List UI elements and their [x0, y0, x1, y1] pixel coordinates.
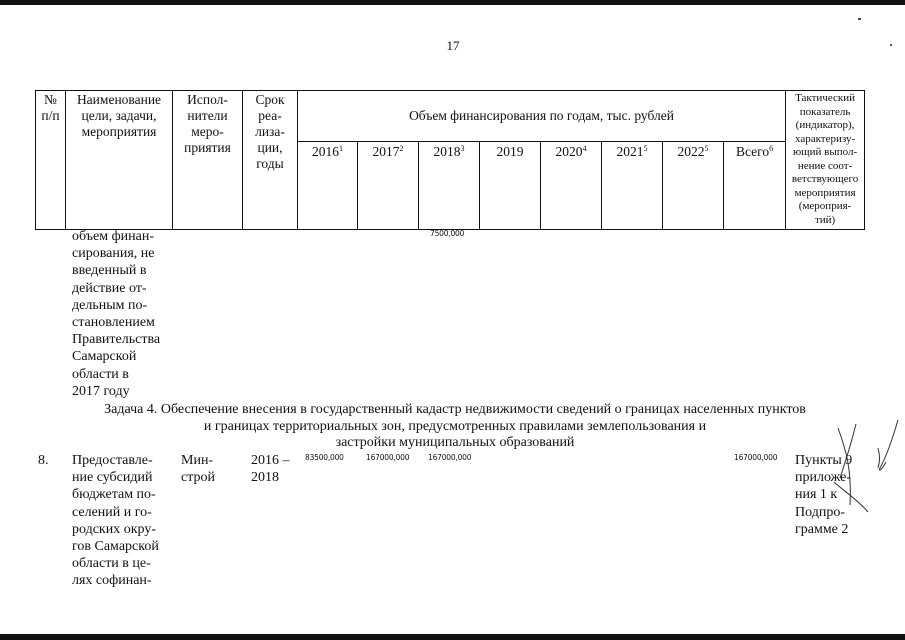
- row8-num: 8.: [38, 453, 49, 468]
- header-executors: Испол- нители меро- приятия: [173, 91, 243, 230]
- header-period: Срок реа- лиза- ции, годы: [243, 91, 298, 230]
- row8-period: 2016 – 2018: [251, 453, 290, 486]
- row8-2018-value: 167000,000: [428, 453, 472, 462]
- header-indicator: Тактический показатель (индикатор), характеризу- ющий выпол- нение соот- ветствующего мероприятия (мероприя- тий): [786, 91, 865, 230]
- continued-row-name: объем финан- сирования, не введенный в действие от- дельным по- становлением Правительства Самарской области в 2017 году: [72, 229, 161, 399]
- header-name: Наименование цели, задачи, мероприятия: [66, 91, 173, 230]
- row8-total-value: 167000,000: [734, 453, 778, 462]
- continued-row-2018-value: 7500,000: [430, 229, 465, 238]
- header-year-2018: 2018$^3$: [419, 142, 480, 230]
- row8-2016-value: 83500,000: [305, 453, 344, 462]
- header-year-2021: 2021$^5$: [602, 142, 663, 230]
- row8-2017-value: 167000,000: [366, 453, 410, 462]
- header-year-2016: 2016$^1$: [298, 142, 358, 230]
- header-year-2020: 2020$^4$: [541, 142, 602, 230]
- header-year-2022: 2022$^5$: [663, 142, 724, 230]
- header-year-2019: 2019: [480, 142, 541, 230]
- row8-name: Предоставле- ние субсидий бюджетам по- селений и го- родских окру- гов Самарской области в це- лях софинан-: [72, 453, 159, 589]
- header-year-total: Всего$^6$: [724, 142, 786, 230]
- header-year-2017: 2017$^2$: [358, 142, 419, 230]
- page-number: 17: [446, 38, 460, 53]
- row8-indicator: Пункты 9 приложе- ния 1 к Подпро- грамме 2: [795, 453, 853, 537]
- task-heading: Задача 4. Обеспечение внесения в государственный кадастр недвижимости сведений о границах населенных пунктов и границах территориальных зон, предусмотренных правилами землепользования и застройки муниципальных образований: [104, 402, 806, 450]
- row8-executor: Мин- строй: [181, 453, 215, 486]
- header-funding-group: Объем финансирования по годам, тыс. рублей: [298, 91, 786, 142]
- header-num: № п/п: [36, 91, 66, 230]
